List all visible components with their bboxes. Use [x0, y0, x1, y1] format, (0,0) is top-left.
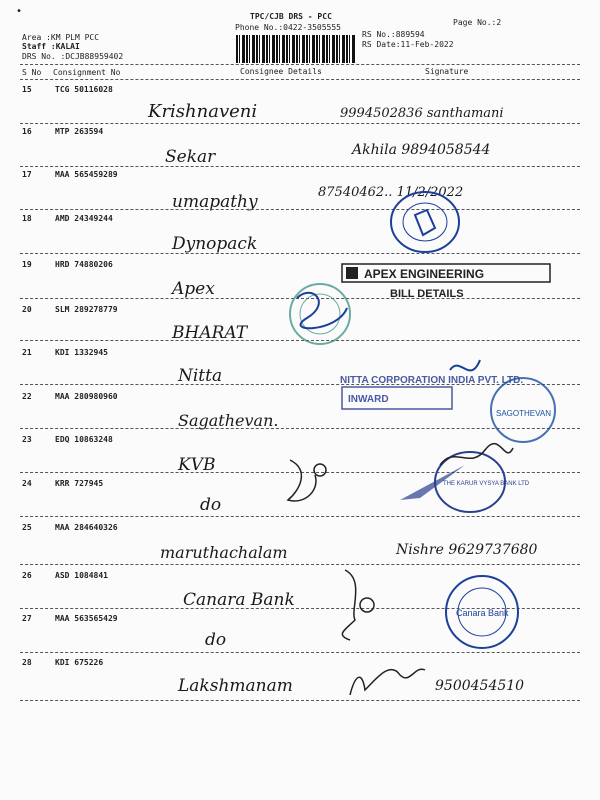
apex-seal: [282, 278, 362, 348]
col-consignment: Consignment No: [53, 68, 121, 77]
row-sno: 16: [22, 127, 32, 136]
consignee-handwriting: do: [200, 495, 222, 515]
consignee-handwriting: umapathy: [172, 192, 258, 212]
row-sno: 20: [22, 305, 32, 314]
row-consignment: HRD 74880206: [55, 260, 113, 269]
phone-number: Phone No.:0422-3505555: [235, 23, 341, 32]
consignee-handwriting: BHARAT: [172, 323, 248, 343]
row-consignment: AMD 24349244: [55, 214, 113, 223]
canara-stamp-label: Canara Bank: [456, 608, 509, 618]
area-label: Area :KM PLM PCC: [22, 33, 100, 42]
consignee-handwriting: Dynopack: [172, 234, 258, 254]
row-sno: 23: [22, 435, 32, 444]
staff-label: Staff :KALAI: [22, 42, 80, 51]
canara-signature: [325, 565, 385, 645]
consignee-handwriting: Apex: [172, 279, 215, 299]
row-divider: [20, 253, 580, 254]
row-consignment: MAA 284640326: [55, 523, 118, 532]
col-sno: S No: [22, 68, 42, 77]
row-sno: 26: [22, 571, 32, 580]
karur-stamp-label: THE KARUR VYSYA BANK LTD: [443, 481, 530, 487]
row-consignment: SLM 289278779: [55, 305, 118, 314]
sagothevan-stamp-label: SAGOTHEVAN: [496, 409, 551, 418]
apex-stamp-title: APEX ENGINEERING: [364, 267, 485, 281]
consignee-handwriting: Canara Bank: [183, 590, 295, 610]
kvb-signature: [280, 455, 340, 515]
row-consignment: KDI 675226: [55, 658, 104, 667]
document-title: TPC/CJB DRS - PCC: [250, 12, 332, 21]
consignee-note: 9500454510: [435, 678, 525, 694]
rs-number: RS No.:889594: [362, 30, 425, 39]
col-signature: Signature: [425, 67, 469, 76]
row-consignment: TCG 50116028: [55, 85, 113, 94]
row-divider: [20, 564, 580, 565]
consignee-handwriting: Sekar: [165, 147, 216, 167]
row-sno: 19: [22, 260, 32, 269]
consignee-handwriting: KVB: [178, 455, 216, 475]
row-sno: 18: [22, 214, 32, 223]
consignee-handwriting: Sagathevan.: [178, 411, 279, 430]
row-sno: 24: [22, 479, 32, 488]
row-sno: 28: [22, 658, 32, 667]
dynopack-stamp: [385, 180, 475, 260]
row-consignment: ASD 1084841: [55, 571, 108, 580]
row-consignment: KDI 1332945: [55, 348, 108, 357]
lakshmanam-signature: [340, 655, 430, 705]
row-sno: 27: [22, 614, 32, 623]
col-consignee: Consignee Details: [240, 67, 322, 76]
barcode: [236, 35, 356, 63]
nitta-stamp-title: NITTA CORPORATION INDIA PVT. LTD.: [340, 375, 524, 386]
row-divider: [20, 700, 580, 701]
sagothevan-stamp: [478, 372, 568, 447]
row-consignment: KRR 727945: [55, 479, 104, 488]
consignee-handwriting: do: [205, 630, 227, 650]
row-sno: 21: [22, 348, 32, 357]
rs-date: RS Date:11-Feb-2022: [362, 40, 454, 49]
consignee-handwriting: Nitta: [178, 366, 223, 386]
canara-stamp: [440, 570, 525, 655]
consignee-note: Nishre 9629737680: [396, 542, 538, 558]
apex-stamp: [340, 262, 555, 302]
row-divider: [20, 209, 580, 210]
page-number: Page No.:2: [453, 18, 502, 27]
row-divider: [20, 123, 580, 124]
row-consignment: MAA 565459289: [55, 170, 118, 179]
row-consignment: EDQ 10863248: [55, 435, 113, 444]
nitta-stamp-sub: INWARD: [348, 394, 389, 405]
nitta-signature: [435, 440, 515, 470]
row-sno: 15: [22, 85, 32, 94]
divider: [20, 79, 580, 80]
row-consignment: MAA 280980960: [55, 392, 118, 401]
row-sno: 25: [22, 523, 32, 532]
consignee-note: 87540462.. 11/2/2022: [318, 185, 464, 200]
divider: [20, 64, 580, 65]
consignee-handwriting: Krishnaveni: [148, 101, 258, 122]
row-consignment: MAA 563565429: [55, 614, 118, 623]
consignee-note: 9994502836 santhamani: [340, 106, 504, 121]
row-sno: 22: [22, 392, 32, 401]
row-consignment: MTP 263594: [55, 127, 104, 136]
consignee-handwriting: Lakshmanam: [178, 676, 293, 696]
scan-mark: •: [16, 6, 23, 17]
consignee-handwriting: maruthachalam: [160, 543, 288, 562]
consignee-note: Akhila 9894058544: [352, 142, 491, 158]
apex-stamp-sub: BILL DETAILS: [390, 288, 464, 300]
row-divider: [20, 166, 580, 167]
row-sno: 17: [22, 170, 32, 179]
drs-number: DRS No. :DCJB88959402: [22, 52, 124, 61]
